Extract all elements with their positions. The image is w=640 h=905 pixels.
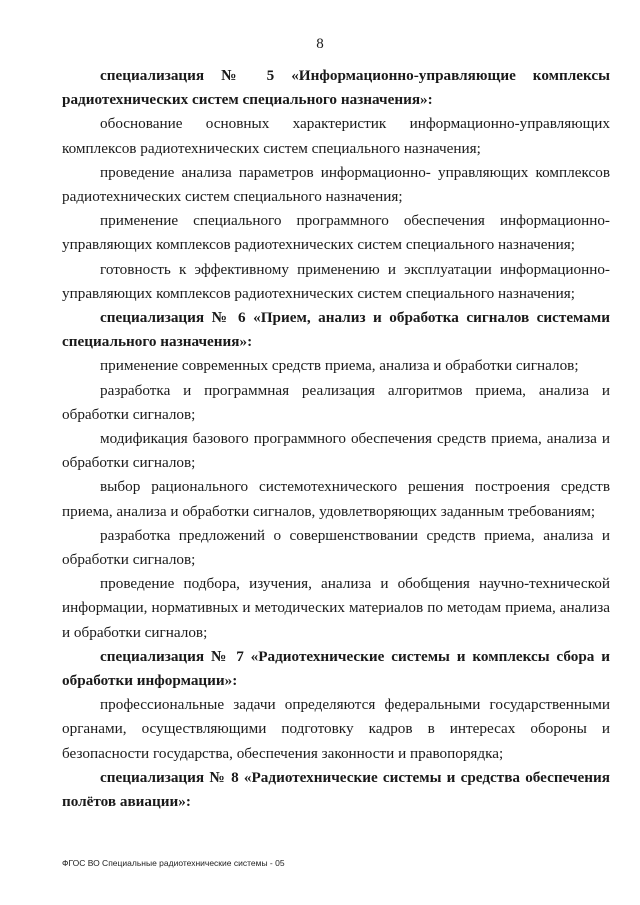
specialization-7-heading: специализация № 7 «Радиотехнические системы и комплексы сбора и обработки информации»: (62, 647, 610, 690)
specialization-8-heading: специализация № 8 «Радиотехнические системы и средства обеспечения полётов авиации»: (62, 768, 610, 811)
specialization-5-heading: специализация № 5 «Информационно-управляющие комплексы радиотехнических систем специального назначения»: (62, 67, 610, 109)
paragraph: проведение анализа параметров информационно- управляющих комплексов радиотехнических систем специального назначения; (62, 163, 610, 206)
paragraph: готовность к эффективному применению и эксплуатации информационно-управляющих комплексов радиотехнических систем специального назначения; (62, 260, 610, 302)
paragraph: проведение подбора, изучения, анализа и обобщения научно-технической информации, нормативных и методических материалов по методам приема, анализа и обработки сигналов; (62, 575, 610, 641)
paragraph: применение специального программного обеспечения информационно-управляющих комплексов радиотехнических систем специального назначения; (62, 212, 610, 254)
document-body (62, 64, 610, 814)
page-number: 8 (316, 36, 324, 52)
paragraph: обоснование основных характеристик информационно-управляющих комплексов радиотехнических систем специального назначения; (62, 115, 610, 157)
paragraph: модификация базового программного обеспечения средств приема, анализа и обработки сигналов; (62, 430, 610, 472)
paragraph: профессиональные задачи определяются федеральными государственными органами, осуществляющими подготовку кадров в интересах обороны и безопасности государства, обеспечения законности и правопорядка; (62, 696, 610, 762)
specialization-6-heading: специализация № 6 «Прием, анализ и обработка сигналов системами специального назначения»: (62, 309, 610, 351)
paragraph: применение современных средств приема, анализа и обработки сигналов; (100, 357, 579, 375)
paragraph: выбор рационального системотехнического решения построения средств приема, анализа и обработки сигналов, удовлетворяющих заданным требованиям; (62, 478, 610, 520)
page-footer: ФГОС ВО Специальные радиотехнические системы - 05 (62, 858, 285, 868)
paragraph: разработка и программная реализация алгоритмов приема, анализа и обработки сигналов; (62, 381, 610, 423)
paragraph: разработка предложений о совершенствовании средств приема, анализа и обработки сигналов; (62, 526, 610, 569)
